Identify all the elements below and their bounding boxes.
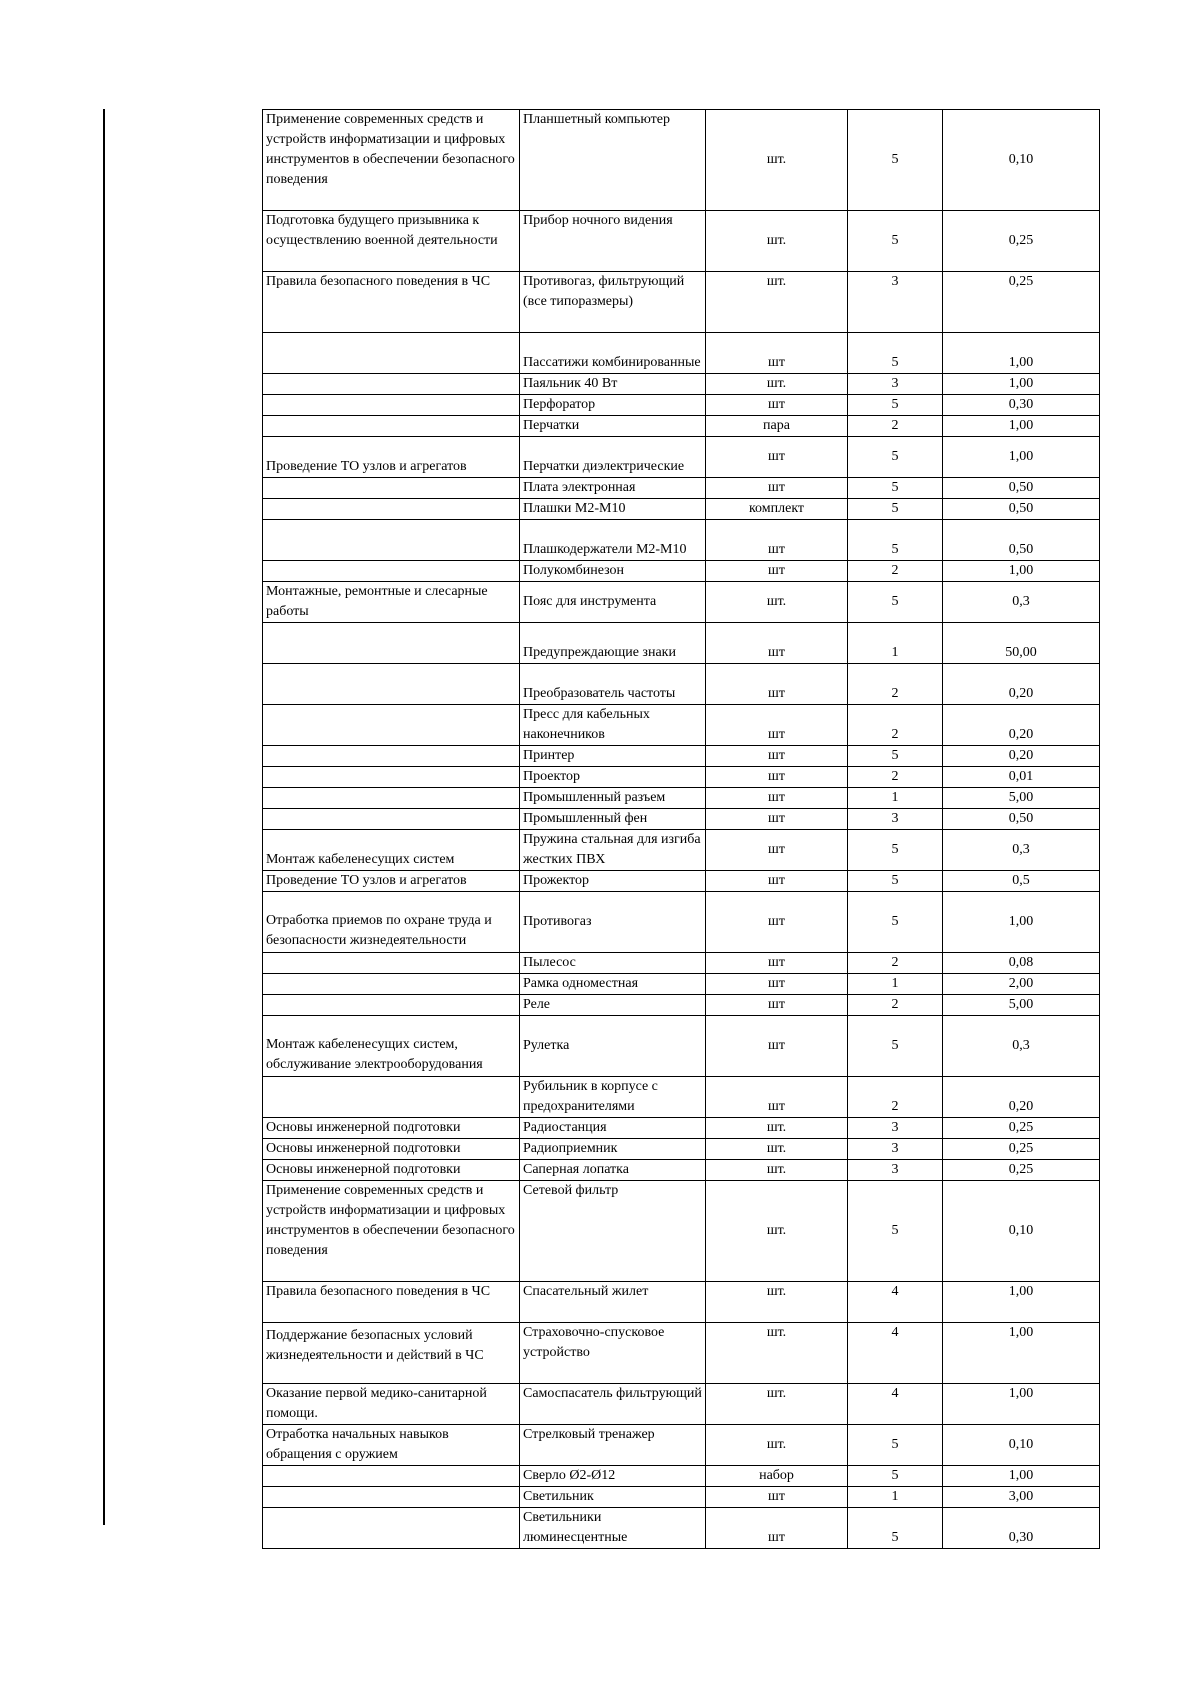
activity-cell: Правила безопасного поведения в ЧС: [263, 272, 520, 333]
qty-cell: 3: [848, 809, 943, 830]
table-row: [263, 995, 1100, 1016]
norm-cell: 5,00: [943, 788, 1100, 809]
item-cell: Радиостанция: [520, 1118, 706, 1139]
unit-cell: шт.: [706, 1323, 848, 1384]
norm-cell: 3,00: [943, 1487, 1100, 1508]
qty-cell: 5: [848, 395, 943, 416]
activity-cell: [263, 767, 520, 788]
activity-cell: Монтаж кабеленесущих систем, обслуживание электрооборудования: [263, 1016, 520, 1077]
activity-cell: [263, 1466, 520, 1487]
norm-cell: 0,50: [943, 520, 1100, 561]
item-cell: Рулетка: [520, 1016, 706, 1077]
qty-cell: 5: [848, 1425, 943, 1466]
norm-cell: 0,20: [943, 705, 1100, 746]
qty-cell: 1: [848, 623, 943, 664]
unit-cell: шт: [706, 333, 848, 374]
qty-cell: 2: [848, 767, 943, 788]
unit-cell: шт: [706, 788, 848, 809]
activity-cell: [263, 416, 520, 437]
norm-cell: 0,08: [943, 953, 1100, 974]
norm-cell: 0,50: [943, 809, 1100, 830]
table-row: [263, 272, 1100, 333]
norm-cell: 0,10: [943, 110, 1100, 211]
qty-cell: 5: [848, 830, 943, 871]
qty-cell: 3: [848, 374, 943, 395]
table-row: [263, 437, 1100, 478]
item-cell: Пояс для инструмента: [520, 582, 706, 623]
item-cell: Противогаз: [520, 892, 706, 953]
qty-cell: 5: [848, 871, 943, 892]
norm-cell: 0,3: [943, 1016, 1100, 1077]
activity-cell: [263, 520, 520, 561]
activity-cell: [263, 664, 520, 705]
item-cell: Предупреждающие знаки: [520, 623, 706, 664]
norm-cell: 0,50: [943, 499, 1100, 520]
norm-cell: 0,10: [943, 1181, 1100, 1282]
item-cell: Реле: [520, 995, 706, 1016]
table-row: [263, 705, 1100, 746]
unit-cell: шт.: [706, 374, 848, 395]
activity-cell: [263, 953, 520, 974]
item-cell: Перфоратор: [520, 395, 706, 416]
unit-cell: шт: [706, 437, 848, 478]
table-row: [263, 1323, 1100, 1384]
table-row: [263, 1118, 1100, 1139]
table-row: [263, 1181, 1100, 1282]
qty-cell: 5: [848, 1016, 943, 1077]
qty-cell: 2: [848, 995, 943, 1016]
item-cell: Прожектор: [520, 871, 706, 892]
qty-cell: 2: [848, 561, 943, 582]
activity-cell: [263, 333, 520, 374]
item-cell: Светильник: [520, 1487, 706, 1508]
qty-cell: 2: [848, 953, 943, 974]
norm-cell: 2,00: [943, 974, 1100, 995]
unit-cell: шт.: [706, 1160, 848, 1181]
table-row: [263, 1282, 1100, 1323]
item-cell: Плашкодержатели М2-М10: [520, 520, 706, 561]
qty-cell: 5: [848, 582, 943, 623]
item-cell: Рубильник в корпусе с предохранителями: [520, 1077, 706, 1118]
item-cell: Принтер: [520, 746, 706, 767]
item-cell: Прибор ночного видения: [520, 211, 706, 272]
item-cell: Светильники люминесцентные: [520, 1508, 706, 1549]
table-row: [263, 110, 1100, 211]
unit-cell: шт: [706, 664, 848, 705]
item-cell: Саперная лопатка: [520, 1160, 706, 1181]
norm-cell: 0,3: [943, 830, 1100, 871]
table-row: [263, 333, 1100, 374]
table-row: [263, 395, 1100, 416]
unit-cell: шт: [706, 995, 848, 1016]
table-row: [263, 746, 1100, 767]
norm-cell: 0,25: [943, 1160, 1100, 1181]
table-row: [263, 1384, 1100, 1425]
activity-cell: Проведение ТО узлов и агрегатов: [263, 871, 520, 892]
table-row: [263, 871, 1100, 892]
unit-cell: набор: [706, 1466, 848, 1487]
activity-cell: [263, 623, 520, 664]
unit-cell: шт: [706, 892, 848, 953]
qty-cell: 4: [848, 1384, 943, 1425]
norm-cell: 0,5: [943, 871, 1100, 892]
table-row: [263, 561, 1100, 582]
activity-cell: [263, 1487, 520, 1508]
item-cell: Сетевой фильтр: [520, 1181, 706, 1282]
norm-cell: 1,00: [943, 437, 1100, 478]
norm-cell: 5,00: [943, 995, 1100, 1016]
activity-cell: Монтажные, ремонтные и слесарные работы: [263, 582, 520, 623]
qty-cell: 5: [848, 1466, 943, 1487]
norm-cell: 1,00: [943, 416, 1100, 437]
item-cell: Промышленный фен: [520, 809, 706, 830]
page-margin-line: [103, 109, 105, 1525]
norm-cell: 0,3: [943, 582, 1100, 623]
unit-cell: шт.: [706, 1181, 848, 1282]
unit-cell: шт: [706, 1508, 848, 1549]
unit-cell: шт.: [706, 1425, 848, 1466]
unit-cell: шт: [706, 1016, 848, 1077]
activity-cell: Основы инженерной подготовки: [263, 1139, 520, 1160]
item-cell: Пылесос: [520, 953, 706, 974]
norm-cell: 0,25: [943, 1118, 1100, 1139]
activity-cell: Подготовка будущего призывника к осуществлению военной деятельности: [263, 211, 520, 272]
qty-cell: 1: [848, 788, 943, 809]
qty-cell: 5: [848, 437, 943, 478]
unit-cell: комплект: [706, 499, 848, 520]
unit-cell: шт: [706, 1077, 848, 1118]
qty-cell: 3: [848, 272, 943, 333]
unit-cell: шт: [706, 705, 848, 746]
table-row: [263, 211, 1100, 272]
activity-cell: [263, 395, 520, 416]
norm-cell: 0,50: [943, 478, 1100, 499]
table-row: [263, 1487, 1100, 1508]
activity-cell: [263, 995, 520, 1016]
qty-cell: 2: [848, 664, 943, 705]
unit-cell: шт: [706, 395, 848, 416]
item-cell: Рамка одноместная: [520, 974, 706, 995]
qty-cell: 5: [848, 520, 943, 561]
norm-cell: 1,00: [943, 561, 1100, 582]
table-row: [263, 767, 1100, 788]
item-cell: Сверло Ø2-Ø12: [520, 1466, 706, 1487]
item-cell: Плата электронная: [520, 478, 706, 499]
table-row: [263, 1508, 1100, 1549]
activity-cell: [263, 1077, 520, 1118]
qty-cell: 5: [848, 746, 943, 767]
table-row: [263, 1160, 1100, 1181]
qty-cell: 4: [848, 1323, 943, 1384]
unit-cell: пара: [706, 416, 848, 437]
qty-cell: 5: [848, 1508, 943, 1549]
activity-cell: Применение современных средств и устройств информатизации и цифровых инструментов в обеспечении безопасного поведения: [263, 1181, 520, 1282]
table-row: [263, 1077, 1100, 1118]
activity-cell: [263, 1508, 520, 1549]
activity-cell: Оказание первой медико-санитарной помощи.: [263, 1384, 520, 1425]
activity-cell: Проведение ТО узлов и агрегатов: [263, 437, 520, 478]
unit-cell: шт.: [706, 272, 848, 333]
qty-cell: 5: [848, 892, 943, 953]
norm-cell: 1,00: [943, 1384, 1100, 1425]
qty-cell: 3: [848, 1139, 943, 1160]
item-cell: Промышленный разъем: [520, 788, 706, 809]
norm-cell: 0,30: [943, 1508, 1100, 1549]
norm-cell: 0,20: [943, 1077, 1100, 1118]
qty-cell: 5: [848, 333, 943, 374]
qty-cell: 5: [848, 110, 943, 211]
norm-cell: 0,01: [943, 767, 1100, 788]
qty-cell: 3: [848, 1160, 943, 1181]
activity-cell: [263, 478, 520, 499]
activity-cell: Отработка приемов по охране труда и безопасности жизнедеятельности: [263, 892, 520, 953]
item-cell: Перчатки: [520, 416, 706, 437]
activity-cell: Основы инженерной подготовки: [263, 1160, 520, 1181]
item-cell: Самоспасатель фильтрующий: [520, 1384, 706, 1425]
qty-cell: 5: [848, 211, 943, 272]
table-row: [263, 582, 1100, 623]
table-row: [263, 374, 1100, 395]
activity-cell: [263, 788, 520, 809]
table-row: [263, 974, 1100, 995]
table-row: [263, 499, 1100, 520]
norm-cell: 1,00: [943, 892, 1100, 953]
unit-cell: шт: [706, 871, 848, 892]
item-cell: Планшетный компьютер: [520, 110, 706, 211]
item-cell: Паяльник 40 Вт: [520, 374, 706, 395]
table-row: [263, 664, 1100, 705]
norm-cell: 0,20: [943, 664, 1100, 705]
norm-cell: 50,00: [943, 623, 1100, 664]
qty-cell: 1: [848, 1487, 943, 1508]
norm-cell: 0,25: [943, 211, 1100, 272]
item-cell: Радиоприемник: [520, 1139, 706, 1160]
item-cell: Противогаз, фильтрующий (все типоразмеры): [520, 272, 706, 333]
norm-cell: 1,00: [943, 1323, 1100, 1384]
table-row: [263, 1016, 1100, 1077]
activity-cell: [263, 809, 520, 830]
qty-cell: 2: [848, 416, 943, 437]
item-cell: Пружина стальная для изгиба жестких ПВХ: [520, 830, 706, 871]
equipment-table: [262, 109, 1100, 1549]
table-row: [263, 520, 1100, 561]
norm-cell: 1,00: [943, 333, 1100, 374]
activity-cell: [263, 499, 520, 520]
item-cell: Пассатижи комбинированные: [520, 333, 706, 374]
unit-cell: шт: [706, 478, 848, 499]
item-cell: Пресс для кабельных наконечников: [520, 705, 706, 746]
activity-cell: [263, 374, 520, 395]
activity-cell: [263, 561, 520, 582]
unit-cell: шт: [706, 809, 848, 830]
item-cell: Стрелковый тренажер: [520, 1425, 706, 1466]
table-row: [263, 1139, 1100, 1160]
activity-cell: Применение современных средств и устройств информатизации и цифровых инструментов в обеспечении безопасного поведения: [263, 110, 520, 211]
unit-cell: шт.: [706, 1282, 848, 1323]
item-cell: Полукомбинезон: [520, 561, 706, 582]
norm-cell: 1,00: [943, 1282, 1100, 1323]
unit-cell: шт: [706, 1487, 848, 1508]
activity-cell: Монтаж кабеленесущих систем: [263, 830, 520, 871]
unit-cell: шт.: [706, 1384, 848, 1425]
table-row: [263, 830, 1100, 871]
unit-cell: шт: [706, 974, 848, 995]
unit-cell: шт: [706, 767, 848, 788]
unit-cell: шт.: [706, 1118, 848, 1139]
item-cell: Перчатки диэлектрические: [520, 437, 706, 478]
unit-cell: шт: [706, 746, 848, 767]
norm-cell: 1,00: [943, 1466, 1100, 1487]
item-cell: Проектор: [520, 767, 706, 788]
table-row: [263, 953, 1100, 974]
qty-cell: 5: [848, 478, 943, 499]
qty-cell: 5: [848, 1181, 943, 1282]
activity-cell: Отработка начальных навыков обращения с оружием: [263, 1425, 520, 1466]
table-row: [263, 478, 1100, 499]
unit-cell: шт: [706, 953, 848, 974]
unit-cell: шт.: [706, 211, 848, 272]
unit-cell: шт: [706, 623, 848, 664]
norm-cell: 1,00: [943, 374, 1100, 395]
unit-cell: шт: [706, 520, 848, 561]
activity-cell: [263, 705, 520, 746]
table-row: [263, 1466, 1100, 1487]
qty-cell: 2: [848, 1077, 943, 1118]
activity-cell: Поддержание безопасных условий жизнедеятельности и действий в ЧС: [263, 1323, 520, 1384]
item-cell: Страховочно-спусковое устройство: [520, 1323, 706, 1384]
item-cell: Плашки М2-М10: [520, 499, 706, 520]
table-row: [263, 892, 1100, 953]
qty-cell: 5: [848, 499, 943, 520]
norm-cell: 0,25: [943, 1139, 1100, 1160]
activity-cell: Основы инженерной подготовки: [263, 1118, 520, 1139]
table-row: [263, 623, 1100, 664]
activity-cell: [263, 746, 520, 767]
qty-cell: 3: [848, 1118, 943, 1139]
activity-cell: [263, 974, 520, 995]
table-row: [263, 416, 1100, 437]
norm-cell: 0,10: [943, 1425, 1100, 1466]
unit-cell: шт: [706, 830, 848, 871]
unit-cell: шт.: [706, 110, 848, 211]
table-row: [263, 809, 1100, 830]
item-cell: Спасательный жилет: [520, 1282, 706, 1323]
table-row: [263, 1425, 1100, 1466]
norm-cell: 0,25: [943, 272, 1100, 333]
qty-cell: 2: [848, 705, 943, 746]
unit-cell: шт.: [706, 1139, 848, 1160]
norm-cell: 0,30: [943, 395, 1100, 416]
unit-cell: шт: [706, 561, 848, 582]
norm-cell: 0,20: [943, 746, 1100, 767]
activity-cell: Правила безопасного поведения в ЧС: [263, 1282, 520, 1323]
item-cell: Преобразователь частоты: [520, 664, 706, 705]
qty-cell: 1: [848, 974, 943, 995]
qty-cell: 4: [848, 1282, 943, 1323]
unit-cell: шт.: [706, 582, 848, 623]
table-row: [263, 788, 1100, 809]
